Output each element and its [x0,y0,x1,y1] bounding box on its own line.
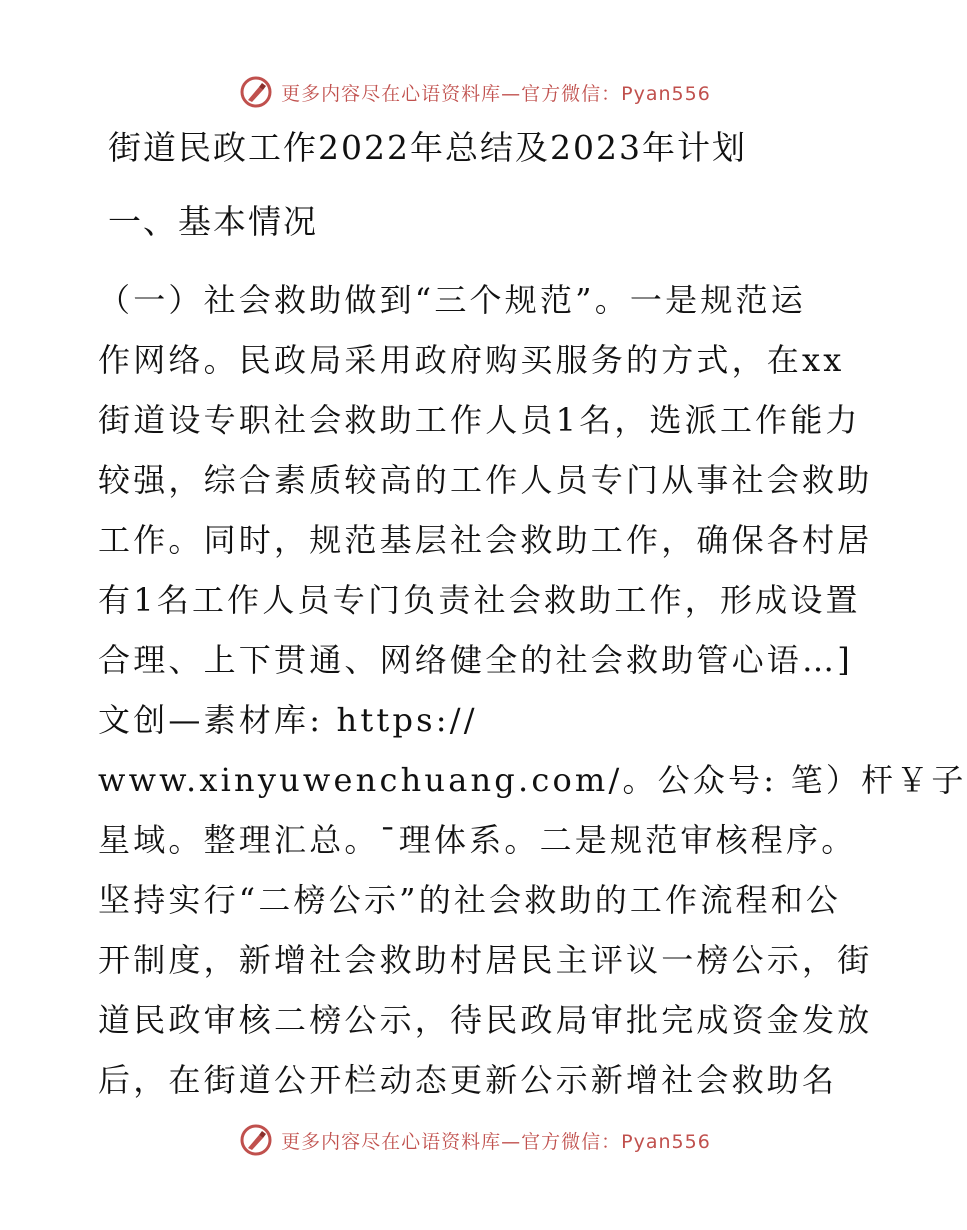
body-line: 街道设专职社会救助工作人员1名，选派工作能力 [98,401,861,439]
body-line: 坚持实行“二榜公示”的社会救助的工作流程和公 [98,881,842,919]
body-line: 有1名工作人员专门负责社会救助工作，形成设置 [98,581,861,619]
body-line: 较强，综合素质较高的工作人员专门从事社会救助 [98,461,873,499]
watermark-banner-top [0,70,950,114]
document-title: 街道民政工作2022年总结及2023年计划 [108,128,747,167]
body-line: （一）社会救助做到“三个规范”。一是规范运 [98,281,806,319]
pen-logo-icon [239,1123,273,1157]
body-line: 道民政审核二榜公示，待民政局审批完成资金发放 [98,1001,873,1039]
body-line-url: www.xinyuwenchuang.com/。公众号: 笔）杆￥子 [98,761,967,799]
watermark-banner-bottom [0,1118,950,1162]
body-text [98,270,967,1110]
body-line: 后，在街道公开栏动态更新公示新增社会救助名 [98,1061,838,1099]
body-line: 合理、上下贯通、网络健全的社会救助管心语…] [98,641,853,679]
watermark-text-top: 更多内容尽在心语资料库—官方微信：Pyan556 [281,82,711,105]
body-line: 作网络。民政局采用政府购买服务的方式，在xx [98,341,845,379]
section-heading: 一、基本情况 [108,202,318,241]
pen-logo-icon [239,75,273,109]
body-line: 工作。同时，规范基层社会救助工作，确保各村居 [98,521,873,559]
body-line: 星域。整理汇总。¯理体系。二是规范审核程序。 [98,821,857,859]
watermark-text-bottom: 更多内容尽在心语资料库—官方微信：Pyan556 [281,1130,711,1153]
body-line-url-prefix: 文创—素材库: https:// [98,701,478,739]
body-line: 开制度，新增社会救助村居民主评议一榜公示，街 [98,941,873,979]
